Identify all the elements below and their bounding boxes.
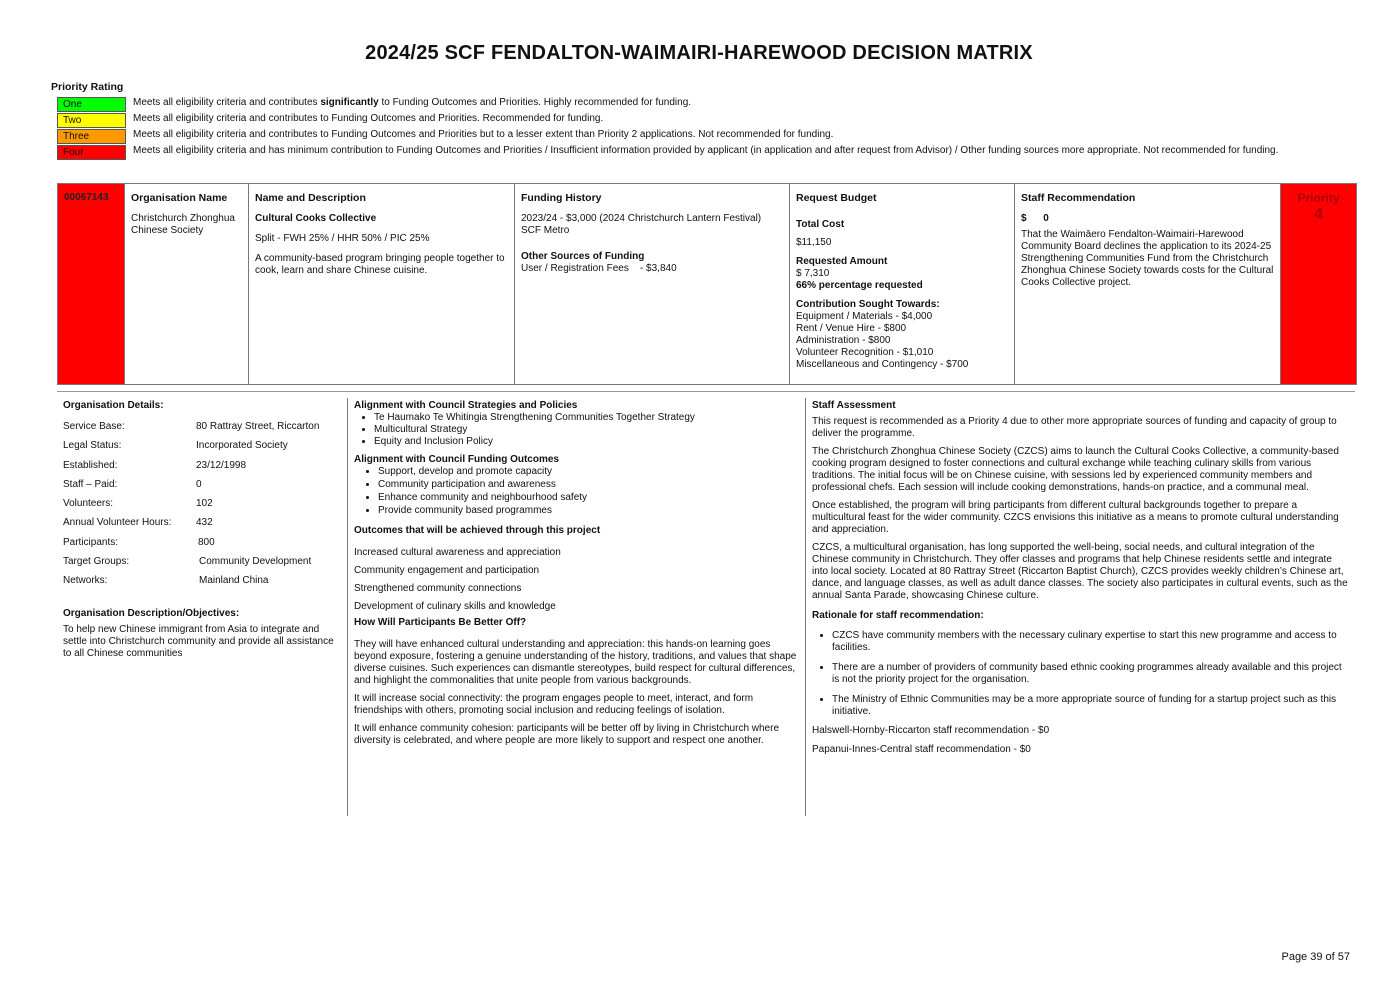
funding-history-heading: Funding History bbox=[521, 192, 602, 204]
section-divider bbox=[57, 391, 1355, 392]
org-name-cell bbox=[125, 184, 249, 384]
org-description-heading: Organisation Description/Objectives: bbox=[63, 607, 240, 619]
org-details-heading: Organisation Details: bbox=[63, 400, 164, 411]
funding-cell bbox=[515, 184, 790, 384]
better-off-paragraph: It will enhance community cohesion: participants will be better off by living in Christchurch where diversity is celebrated, and where people are more likely to support and respect one another. bbox=[354, 723, 780, 746]
percentage-requested: 66% percentage requested bbox=[796, 280, 923, 291]
total-cost-label: Total Cost bbox=[796, 219, 845, 230]
list-item: • Equity and Inclusion Policy bbox=[374, 436, 799, 448]
requested-label: Requested Amount bbox=[796, 256, 888, 267]
legend-row-one bbox=[57, 97, 1307, 112]
list-item: • Enhance community and neighbourhood safety bbox=[378, 492, 799, 504]
project-cell bbox=[249, 184, 515, 384]
total-cost: $11,150 bbox=[796, 237, 832, 248]
legend-swatch-four: Four bbox=[57, 145, 126, 160]
other-sources-heading: Other Sources of Funding bbox=[521, 251, 645, 262]
better-off-heading: How Will Participants Be Better Off? bbox=[354, 617, 527, 628]
budget-heading: Request Budget bbox=[796, 192, 877, 204]
list-item: • There are a number of providers of community based ethnic cooking programmes already available and this project is not the priority project for the organisation. bbox=[832, 662, 1349, 686]
detail-row: Legal Status: Incorporated Society bbox=[63, 440, 288, 452]
project-outcome: Development of culinary skills and knowledge bbox=[354, 601, 556, 612]
application-table bbox=[57, 183, 1357, 385]
legend-row-two bbox=[57, 113, 1307, 128]
legend-swatch-two: Two bbox=[57, 113, 126, 128]
list-item: • CZCS have community members with the necessary culinary expertise to start this new programme and access to facilities. bbox=[832, 630, 1349, 654]
legend-swatch-one: One bbox=[57, 97, 126, 112]
legend-text-three: Meets all eligibility criteria and contributes to Funding Outcomes and Priorities but to a lesser extent than Priority 2 applications. Not recommended for funding. bbox=[133, 129, 834, 140]
assessment-paragraph: The Christchurch Zhonghua Chinese Society (CZCS) aims to launch the Cultural Cooks Collective, a community-based cooking program designed to foster connections and cultural exchange while teaching culinary skills from various traditions. The initial focus will be on Chinese cuisine, with sessions led by experienced community members and professional chefs. Each session will include cooking demonstrations, hands-on practice, and a communal meal. bbox=[812, 446, 1339, 493]
staff-recommendation-text: That the Waimāero Fendalton-Waimairi-Harewood Community Board declines the application to its 2024-25 Strengthening Communities Fund from the Christchurch Zhonghua Chinese Society towards costs for the Cultural Cooks Collective project. bbox=[1021, 229, 1274, 288]
list-item: • Community participation and awareness bbox=[378, 479, 799, 491]
legend-row-three bbox=[57, 129, 1307, 144]
staff-recommended-amount: $ 0 bbox=[1021, 213, 1049, 224]
priority-cell bbox=[1281, 184, 1356, 384]
better-off-paragraph: They will have enhanced cultural understanding and appreciation: this hands-on learning goes beyond exposure, fostering a genuine understanding of the history, traditions, and values that shape diverse cuisines. Such experiences can dismantle stereotypes, build respect for cultural differences, and highlight the commonalities that unite people from various backgrounds. bbox=[354, 639, 797, 686]
legend-text-four: Meets all eligibility criteria and has minimum contribution to Funding Outcomes and Priorities / Insufficient information provided by applicant (in application and after request from Advisor) / Other funding sources more appropriate. Not recommended for funding. bbox=[133, 145, 1279, 156]
detail-row: Service Base: 80 Rattray Street, Riccarton bbox=[63, 421, 320, 432]
details-section bbox=[57, 398, 1355, 816]
detail-row: Participants: 800 bbox=[63, 536, 215, 548]
list-item: • The Ministry of Ethnic Communities may be a more appropriate source of funding for a startup project such as this initiative. bbox=[832, 694, 1349, 718]
assessment-paragraph: This request is recommended as a Priority 4 due to other more appropriate sources of funding and capacity of group to deliver the programme. bbox=[812, 416, 1337, 439]
org-name: Christchurch Zhonghua Chinese Society bbox=[131, 213, 235, 236]
org-description: To help new Chinese immigrant from Asia to integrate and settle into Christchurch community and provide all assistance to all Chinese communities bbox=[63, 623, 334, 659]
contribution-label: Contribution Sought Towards: bbox=[796, 299, 940, 310]
legend-text-one: Meets all eligibility criteria and contributes significantly to Funding Outcomes and Priorities. Highly recommended for funding. bbox=[133, 97, 692, 108]
contribution-item: Equipment / Materials - $4,000 bbox=[796, 311, 933, 322]
legend-text-two: Meets all eligibility criteria and contributes to Funding Outcomes and Priorities. Recommended for funding. bbox=[133, 113, 604, 124]
detail-row: Established: 23/12/1998 bbox=[63, 459, 247, 471]
other-sources: User / Registration Fees - $3,840 bbox=[521, 263, 677, 274]
project-outcome: Strengthened community connections bbox=[354, 583, 522, 594]
detail-row: Annual Volunteer Hours: 432 bbox=[63, 517, 213, 529]
contribution-item: Volunteer Recognition - $1,010 bbox=[796, 347, 934, 358]
project-description: A community-based program bringing people together to cook, learn and share Chinese cuisine. bbox=[255, 253, 505, 276]
rationale-list bbox=[812, 630, 1349, 718]
project-heading: Name and Description bbox=[255, 192, 366, 204]
budget-cell bbox=[790, 184, 1015, 384]
contribution-item: Administration - $800 bbox=[796, 335, 891, 346]
hhr-recommendation: Halswell-Hornby-Riccarton staff recommendation - $0 bbox=[812, 725, 1050, 736]
detail-row: Volunteers: 102 bbox=[63, 498, 213, 510]
staff-recommendation-heading: Staff Recommendation bbox=[1021, 192, 1136, 204]
legend-row-four bbox=[57, 145, 1307, 160]
alignment-column bbox=[348, 398, 806, 816]
pic-recommendation: Papanui-Innes-Central staff recommendation - $0 bbox=[812, 744, 1031, 755]
requested-amount: $ 7,310 bbox=[796, 268, 830, 279]
legend-swatch-three: Three bbox=[57, 129, 126, 144]
priority-value: 4 bbox=[1314, 206, 1323, 223]
strategies-list bbox=[354, 412, 799, 448]
list-item: • Support, develop and promote capacity bbox=[378, 466, 799, 478]
page-number: Page 39 of 57 bbox=[1281, 951, 1350, 963]
list-item: • Te Haumako Te Whitingia Strengthening Communities Together Strategy bbox=[374, 412, 799, 424]
contribution-item: Rent / Venue Hire - $800 bbox=[796, 323, 907, 334]
assessment-paragraph: Once established, the program will bring participants from different cultural backgrounds together to prepare a multicultural feast for the wider community. CZCS envisions this initiative as a means to promote cultural understanding and appreciation. bbox=[812, 500, 1339, 535]
detail-row: Target Groups: Community Development bbox=[63, 556, 312, 568]
contribution-item: Miscellaneous and Contingency - $700 bbox=[796, 359, 969, 370]
project-outcome: Community engagement and participation bbox=[354, 565, 540, 576]
outcomes-heading: Alignment with Council Funding Outcomes bbox=[354, 454, 559, 465]
page-title: 2024/25 SCF FENDALTON-WAIMAIRI-HAREWOOD DECISION MATRIX bbox=[365, 42, 1033, 64]
staff-assessment-column bbox=[806, 398, 1355, 816]
outcomes-list bbox=[354, 466, 799, 517]
org-name-heading: Organisation Name bbox=[131, 192, 228, 204]
list-item: • Multicultural Strategy bbox=[374, 424, 799, 436]
application-id: 00067143 bbox=[58, 184, 125, 384]
funding-history: 2023/24 - $3,000 (2024 Christchurch Lantern Festival) SCF Metro bbox=[521, 213, 762, 236]
project-outcome: Increased cultural awareness and appreciation bbox=[354, 547, 561, 558]
detail-row: Staff – Paid: 0 bbox=[63, 478, 202, 490]
project-name: Cultural Cooks Collective bbox=[255, 213, 377, 224]
priority-legend bbox=[57, 97, 1307, 161]
list-item: • Provide community based programmes bbox=[378, 505, 799, 517]
priority-label: Priority bbox=[1297, 191, 1340, 205]
org-details-column bbox=[57, 398, 348, 816]
detail-row: Networks: Mainland China bbox=[63, 575, 269, 587]
priority-rating-heading: Priority Rating bbox=[51, 81, 124, 93]
assessment-paragraph: CZCS, a multicultural organisation, has long supported the well-being, social needs, and cultural integration of the Chinese community in Christchurch. They offer classes and programs that help Chinese residents settle and integrate into local society. Located at 80 Rattray Street (Riccarton Baptist Church), CZCS provides weekly children’s Chinese art, dance, and language classes, as well as adult dance classes. The society also participates in cultural events, such as the annual Santa Parade, showcasing Chinese culture. bbox=[812, 542, 1348, 601]
strategies-heading: Alignment with Council Strategies and Policies bbox=[354, 400, 578, 411]
staff-recommendation-cell bbox=[1015, 184, 1281, 384]
better-off-paragraph: It will increase social connectivity: the program engages people to meet, interact, and form friendships with others, promoting social inclusion and reducing feelings of isolation. bbox=[354, 693, 754, 716]
project-split: Split - FWH 25% / HHR 50% / PIC 25% bbox=[255, 233, 430, 244]
project-outcomes-heading: Outcomes that will be achieved through this project bbox=[354, 525, 601, 536]
staff-assessment-heading: Staff Assessment bbox=[812, 400, 896, 411]
rationale-heading: Rationale for staff recommendation: bbox=[812, 610, 984, 621]
